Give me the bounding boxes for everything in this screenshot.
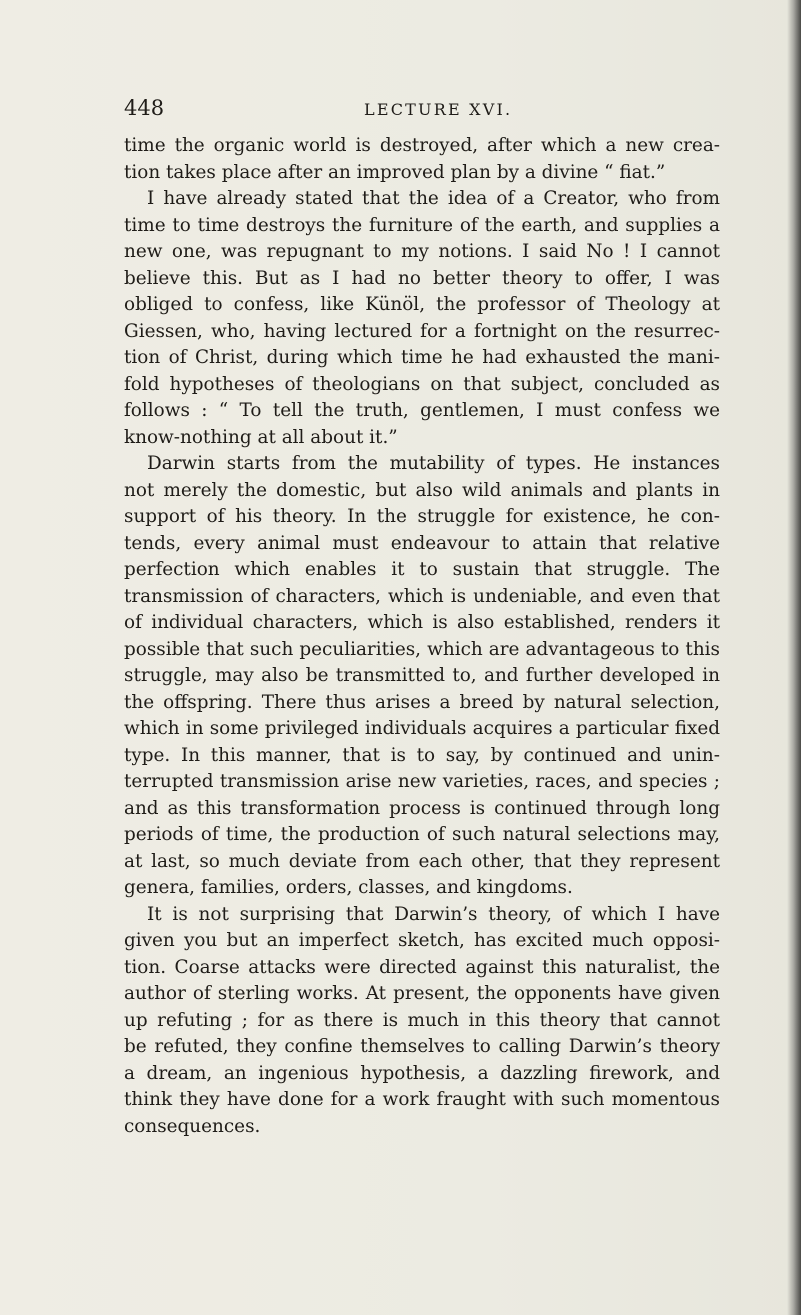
text-line: possible that such peculiarities, which are advantageous to this	[124, 638, 720, 660]
text-line: at last, so much deviate from each other, that they represent	[124, 850, 720, 872]
text-line: follows : “ To tell the truth, gentlemen, I must confess we	[124, 400, 720, 421]
text-line: consequences.	[124, 1115, 261, 1137]
text-line: It is not surprising that Darwin’s theory, of which I have	[147, 903, 720, 925]
running-head: LECTURE XVI.	[364, 100, 513, 119]
text-line: tion takes place after an improved plan by a divine “ fiat.”	[124, 161, 666, 183]
text-line: Darwin starts from the mutability of types. He instances	[147, 453, 720, 474]
text-line: given you but an imperfect sketch, has excited much opposi-	[124, 930, 720, 951]
text-line: time the organic world is destroyed, after which a new crea-	[124, 135, 720, 156]
text-line: of individual characters, which is also established, renders it	[124, 612, 720, 633]
text-line: Giessen, who, having lectured for a fortnight on the resurrec-	[124, 320, 720, 342]
text-line: the offspring. There thus arises a breed by natural selection,	[124, 691, 720, 713]
text-line: and as this transformation process is continued through long	[124, 797, 720, 819]
text-line: be refuted, they confine themselves to calling Darwin’s theory	[124, 1036, 720, 1057]
text-line: which in some privileged individuals acquires a particular fixed	[124, 718, 720, 739]
text-line: up refuting ; for as there is much in this theory that cannot	[124, 1009, 720, 1031]
text-line: fold hypotheses of theologians on that subject, concluded as	[124, 373, 720, 395]
text-line: tends, every animal must endeavour to attain that relative	[124, 532, 720, 554]
text-line: periods of time, the production of such natural selections may,	[124, 824, 720, 845]
text-line: know-nothing at all about it.”	[124, 426, 398, 448]
text-line: a dream, an ingenious hypothesis, a dazzling firework, and	[124, 1062, 720, 1084]
text-line: perfection which enables it to sustain that struggle. The	[124, 559, 720, 580]
text-line: think they have done for a work fraught with such momentous	[124, 1089, 720, 1110]
page-edge-shadow	[787, 0, 801, 1315]
text-line: believe this. But as I had no better theory to offer, I was	[124, 267, 720, 289]
text-line: author of sterling works. At present, the opponents have given	[124, 983, 720, 1004]
text-line: not merely the domestic, but also wild animals and plants in	[124, 479, 720, 501]
text-line: tion of Christ, during which time he had exhausted the mani-	[124, 347, 720, 368]
body-text	[124, 133, 720, 1140]
text-line: genera, families, orders, classes, and kingdoms.	[124, 877, 573, 898]
text-line: I have already stated that the idea of a Creator, who from	[147, 188, 720, 209]
page-number: 448	[124, 96, 165, 120]
page-header	[124, 96, 716, 126]
text-line: type. In this manner, that is to say, by continued and unin-	[124, 744, 720, 766]
text-line: time to time destroys the furniture of the earth, and supplies a	[124, 214, 720, 236]
text-line: obliged to confess, like Künöl, the professor of Theology at	[124, 294, 720, 315]
text-line: new one, was repugnant to my notions. I said No ! I cannot	[124, 241, 720, 262]
text-line: support of his theory. In the struggle for existence, he con-	[124, 506, 720, 527]
text-line: struggle, may also be transmitted to, and further developed in	[124, 665, 720, 686]
text-line: transmission of characters, which is undeniable, and even that	[124, 585, 720, 607]
text-line: tion. Coarse attacks were directed against this naturalist, the	[124, 956, 720, 978]
text-line: terrupted transmission arise new varieties, races, and species ;	[124, 771, 720, 792]
